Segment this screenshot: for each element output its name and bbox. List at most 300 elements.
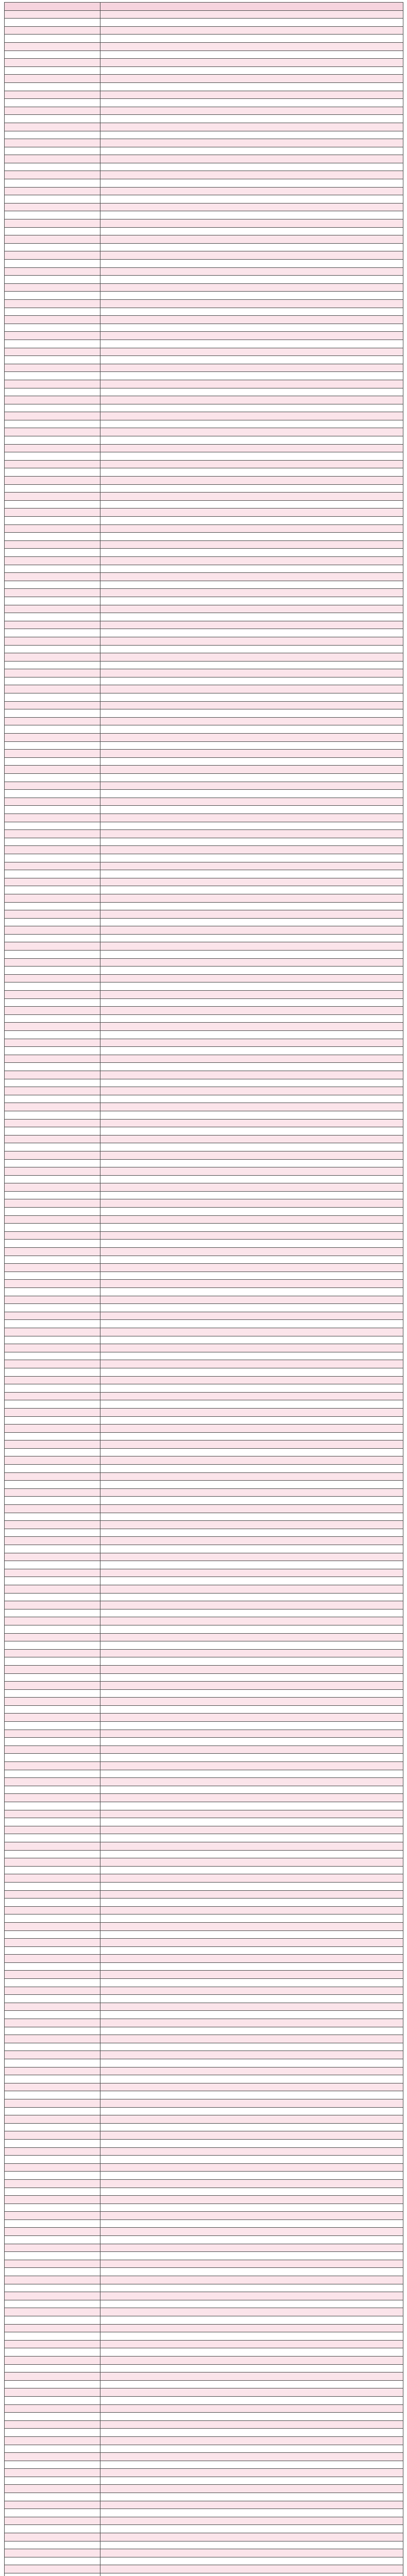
store-name-cell <box>5 244 100 252</box>
store-name-cell <box>5 1280 100 1288</box>
store-name-cell <box>5 251 100 260</box>
store-address-cell <box>100 935 403 943</box>
table-row <box>5 1312 403 1320</box>
store-name-cell <box>5 1561 100 1569</box>
store-name-cell <box>5 1240 100 1248</box>
store-address-cell <box>100 396 403 404</box>
table-row <box>5 951 403 959</box>
store-name-cell <box>5 742 100 750</box>
store-address-cell <box>100 589 403 597</box>
store-address-cell <box>100 2509 403 2517</box>
store-address-cell <box>100 292 403 300</box>
table-row <box>5 1995 403 2003</box>
store-address-cell <box>100 1987 403 1995</box>
table-row <box>5 2429 403 2437</box>
store-name-cell <box>5 1272 100 1280</box>
store-address-cell <box>100 2059 403 2067</box>
store-name-cell <box>5 2541 100 2550</box>
store-name-cell <box>5 27 100 35</box>
store-name-cell <box>5 83 100 91</box>
store-address-cell <box>100 388 403 397</box>
store-address-cell <box>100 1634 403 1642</box>
store-name-cell <box>5 1384 100 1393</box>
table-row <box>5 1481 403 1489</box>
store-name-cell <box>5 621 100 630</box>
table-row <box>5 2268 403 2276</box>
store-address-cell <box>100 1899 403 1907</box>
table-row <box>5 1240 403 1248</box>
store-name-cell <box>5 1489 100 1497</box>
store-address-cell <box>100 1063 403 1071</box>
table-row <box>5 268 403 276</box>
table-row <box>5 935 403 943</box>
store-address-cell <box>100 1039 403 1047</box>
store-name-cell <box>5 1328 100 1336</box>
store-address-cell <box>100 1521 403 1529</box>
store-address-cell <box>100 1818 403 1826</box>
table-row <box>5 1778 403 1786</box>
store-address-cell <box>100 1047 403 1055</box>
table-row <box>5 477 403 485</box>
table-row <box>5 1280 403 1288</box>
store-address-cell <box>100 1344 403 1352</box>
table-row <box>5 2011 403 2019</box>
store-address-cell <box>100 1360 403 1368</box>
store-address-cell <box>100 2268 403 2276</box>
table-row <box>5 942 403 951</box>
store-name-cell <box>5 51 100 59</box>
store-name-cell <box>5 1208 100 1216</box>
store-address-cell <box>100 1425 403 1433</box>
store-address-cell <box>100 1834 403 1842</box>
store-name-cell <box>5 1609 100 1618</box>
store-name-cell <box>5 525 100 533</box>
store-name-cell <box>5 2236 100 2244</box>
store-address-cell <box>100 2493 403 2501</box>
store-name-cell <box>5 1569 100 1578</box>
store-address-cell <box>100 1103 403 1111</box>
table-row <box>5 195 403 204</box>
store-name-cell <box>5 2332 100 2341</box>
store-name-cell <box>5 1738 100 1746</box>
store-address-cell <box>100 2332 403 2341</box>
store-address-cell <box>100 790 403 798</box>
table-row <box>5 1384 403 1393</box>
store-name-cell <box>5 2365 100 2373</box>
store-address-cell <box>100 1336 403 1345</box>
store-address-cell <box>100 1031 403 1039</box>
store-name-cell <box>5 1055 100 1063</box>
table-row <box>5 573 403 581</box>
store-address-cell <box>100 653 403 662</box>
store-name-cell <box>5 1256 100 1264</box>
store-address-cell <box>100 1923 403 1931</box>
table-row <box>5 1537 403 1545</box>
store-name-cell <box>5 565 100 573</box>
store-name-cell <box>5 468 100 477</box>
table-row <box>5 1440 403 1449</box>
table-row <box>5 1344 403 1352</box>
store-address-cell <box>100 2517 403 2526</box>
table-row <box>5 2573 403 2576</box>
table-row <box>5 204 403 212</box>
store-name-cell <box>5 2509 100 2517</box>
table-row <box>5 2372 403 2381</box>
store-address-cell <box>100 1449 403 1457</box>
column-header-name <box>5 3 100 11</box>
store-name-cell <box>5 1617 100 1625</box>
store-address-cell <box>100 1706 403 1714</box>
store-name-cell <box>5 364 100 372</box>
store-name-cell <box>5 1674 100 1682</box>
table-row <box>5 2485 403 2493</box>
store-address-cell <box>100 324 403 332</box>
store-address-cell <box>100 1545 403 1553</box>
store-name-cell <box>5 1963 100 1971</box>
store-name-cell <box>5 228 100 236</box>
store-address-cell <box>100 2485 403 2493</box>
store-address-cell <box>100 1280 403 1288</box>
store-address-cell <box>100 1143 403 1151</box>
store-name-cell <box>5 99 100 107</box>
store-name-cell <box>5 1176 100 1184</box>
store-address-cell <box>100 1714 403 1722</box>
table-row <box>5 1248 403 1256</box>
store-address-cell <box>100 1537 403 1545</box>
table-row <box>5 211 403 219</box>
store-name-cell <box>5 1867 100 1875</box>
table-row <box>5 1931 403 1939</box>
table-row <box>5 493 403 501</box>
table-row <box>5 1160 403 1168</box>
table-row <box>5 27 403 35</box>
store-name-cell <box>5 171 100 179</box>
table-row <box>5 685 403 693</box>
store-address-cell <box>100 2244 403 2252</box>
store-address-cell <box>100 1690 403 1698</box>
table-row <box>5 420 403 429</box>
store-address-cell <box>100 742 403 750</box>
store-address-cell <box>100 1682 403 1690</box>
table-row <box>5 774 403 782</box>
store-name-cell <box>5 300 100 308</box>
table-row <box>5 2509 403 2517</box>
store-name-cell <box>5 1120 100 1128</box>
table-row <box>5 2148 403 2156</box>
table-row <box>5 1601 403 1609</box>
store-name-cell <box>5 2517 100 2526</box>
store-address-cell <box>100 11 403 19</box>
store-name-cell <box>5 1031 100 1039</box>
table-row <box>5 999 403 1007</box>
store-address-cell <box>100 420 403 429</box>
table-row <box>5 2493 403 2501</box>
store-name-cell <box>5 1481 100 1489</box>
store-address-cell <box>100 19 403 27</box>
table-row <box>5 139 403 147</box>
store-name-cell <box>5 2164 100 2172</box>
store-name-cell <box>5 959 100 967</box>
store-address-cell <box>100 1465 403 1473</box>
store-name-cell <box>5 894 100 903</box>
store-name-cell <box>5 1039 100 1047</box>
store-address-cell <box>100 1312 403 1320</box>
table-row <box>5 1183 403 1192</box>
table-row <box>5 1594 403 1602</box>
store-address-cell <box>100 2413 403 2421</box>
store-address-cell <box>100 1473 403 1481</box>
table-row <box>5 43 403 51</box>
table-row <box>5 1545 403 1553</box>
table-row <box>5 147 403 156</box>
store-name-cell <box>5 461 100 469</box>
table-body <box>5 11 403 2576</box>
store-name-cell <box>5 1899 100 1907</box>
store-name-cell <box>5 1232 100 1240</box>
table-row <box>5 2108 403 2116</box>
store-address-cell <box>100 2533 403 2541</box>
table-row <box>5 332 403 340</box>
table-row <box>5 2196 403 2204</box>
store-address-cell <box>100 766 403 774</box>
store-address-cell <box>100 1617 403 1625</box>
store-address-cell <box>100 1851 403 1859</box>
store-name-cell <box>5 188 100 196</box>
table-row <box>5 509 403 517</box>
store-name-cell <box>5 1473 100 1481</box>
table-row <box>5 766 403 774</box>
store-address-cell <box>100 43 403 51</box>
store-name-cell <box>5 517 100 525</box>
table-row <box>5 798 403 806</box>
store-address-cell <box>100 1055 403 1063</box>
table-row <box>5 581 403 589</box>
store-name-cell <box>5 1698 100 1706</box>
store-name-cell <box>5 445 100 453</box>
store-name-cell <box>5 967 100 975</box>
table-row <box>5 235 403 244</box>
table-row <box>5 565 403 573</box>
store-address-cell <box>100 2236 403 2244</box>
store-name-cell <box>5 219 100 228</box>
table-row <box>5 1127 403 1136</box>
store-name-cell <box>5 1537 100 1545</box>
store-name-cell <box>5 324 100 332</box>
table-row <box>5 557 403 565</box>
store-name-cell <box>5 2059 100 2067</box>
table-row <box>5 830 403 838</box>
table-row <box>5 1087 403 1095</box>
table-row <box>5 1802 403 1810</box>
table-row <box>5 284 403 292</box>
store-address-cell <box>100 1802 403 1810</box>
store-address-cell <box>100 1907 403 1915</box>
store-address-cell <box>100 2220 403 2228</box>
store-name-cell <box>5 1545 100 1553</box>
store-address-cell <box>100 2276 403 2284</box>
store-address-cell <box>100 2316 403 2325</box>
table-row <box>5 2421 403 2429</box>
store-name-cell <box>5 1714 100 1722</box>
table-row <box>5 2541 403 2550</box>
store-address-cell <box>100 131 403 140</box>
store-name-cell <box>5 2148 100 2156</box>
store-name-cell <box>5 549 100 557</box>
table-row <box>5 155 403 163</box>
store-name-cell <box>5 822 100 831</box>
store-address-cell <box>100 2365 403 2373</box>
store-name-cell <box>5 926 100 935</box>
store-address-cell <box>100 2212 403 2220</box>
table-row <box>5 1674 403 1682</box>
store-address-cell <box>100 2099 403 2108</box>
store-address-cell <box>100 67 403 75</box>
store-address-cell <box>100 2549 403 2557</box>
store-address-cell <box>100 268 403 276</box>
store-name-cell <box>5 709 100 718</box>
store-address-cell <box>100 2108 403 2116</box>
table-row <box>5 814 403 822</box>
table-row <box>5 1176 403 1184</box>
table-row <box>5 2325 403 2333</box>
table-row <box>5 1706 403 1714</box>
table-row <box>5 1304 403 1312</box>
store-name-cell <box>5 766 100 774</box>
store-name-cell <box>5 1577 100 1585</box>
store-name-cell <box>5 2228 100 2236</box>
store-address-cell <box>100 1770 403 1778</box>
store-name-cell <box>5 693 100 702</box>
table-row <box>5 1360 403 1368</box>
store-address-cell <box>100 155 403 163</box>
table-row <box>5 1883 403 1891</box>
table-row <box>5 2059 403 2067</box>
store-address-cell <box>100 677 403 686</box>
store-address-cell <box>100 886 403 894</box>
store-address-cell <box>100 1120 403 1128</box>
store-address-cell <box>100 2541 403 2550</box>
store-name-cell <box>5 163 100 172</box>
store-name-cell <box>5 2357 100 2365</box>
store-name-cell <box>5 1449 100 1457</box>
store-name-cell <box>5 854 100 862</box>
store-name-cell <box>5 798 100 806</box>
store-name-cell <box>5 2549 100 2557</box>
store-address-cell <box>100 2260 403 2268</box>
store-name-cell <box>5 2252 100 2260</box>
table-row <box>5 75 403 83</box>
store-name-cell <box>5 1368 100 1377</box>
table-row <box>5 1023 403 1031</box>
store-address-cell <box>100 1384 403 1393</box>
table-row <box>5 693 403 702</box>
table-row <box>5 2284 403 2293</box>
store-address-cell <box>100 1947 403 1955</box>
store-address-cell <box>100 517 403 525</box>
table-row <box>5 404 403 413</box>
store-name-cell <box>5 316 100 324</box>
table-row <box>5 1810 403 1819</box>
table-row <box>5 2413 403 2421</box>
store-address-cell <box>100 1641 403 1650</box>
store-address-cell <box>100 1393 403 1401</box>
table-row <box>5 292 403 300</box>
table-row <box>5 926 403 935</box>
store-address-cell <box>100 2124 403 2132</box>
table-row <box>5 967 403 975</box>
table-row <box>5 1818 403 1826</box>
table-row <box>5 1264 403 1272</box>
store-name-cell <box>5 91 100 99</box>
table-row <box>5 2501 403 2510</box>
store-name-cell <box>5 1136 100 1144</box>
store-name-cell <box>5 758 100 766</box>
store-address-cell <box>100 830 403 838</box>
store-name-cell <box>5 1971 100 1979</box>
table-row <box>5 2477 403 2485</box>
store-address-cell <box>100 1288 403 1296</box>
store-address-cell <box>100 1352 403 1361</box>
table-row <box>5 750 403 758</box>
store-name-cell <box>5 35 100 43</box>
store-name-cell <box>5 1071 100 1079</box>
store-name-cell <box>5 308 100 316</box>
store-address-cell <box>100 51 403 59</box>
store-address-cell <box>100 1183 403 1192</box>
store-address-cell <box>100 702 403 710</box>
store-name-cell <box>5 982 100 991</box>
store-name-cell <box>5 501 100 509</box>
store-name-cell <box>5 1666 100 1674</box>
table-row <box>5 2131 403 2140</box>
store-address-cell <box>100 774 403 782</box>
table-row <box>5 2188 403 2196</box>
table-row <box>5 533 403 541</box>
store-address-cell <box>100 709 403 718</box>
store-name-cell <box>5 581 100 589</box>
store-name-cell <box>5 1923 100 1931</box>
store-name-cell <box>5 1794 100 1802</box>
store-name-cell <box>5 677 100 686</box>
store-name-cell <box>5 669 100 677</box>
store-name-cell <box>5 2003 100 2011</box>
table-row <box>5 1120 403 1128</box>
store-name-cell <box>5 2099 100 2108</box>
table-row <box>5 1216 403 1224</box>
store-name-cell <box>5 356 100 364</box>
table-row <box>5 605 403 614</box>
table-row <box>5 541 403 549</box>
store-name-cell <box>5 1023 100 1031</box>
store-name-cell <box>5 1585 100 1594</box>
store-name-cell <box>5 991 100 999</box>
store-name-cell <box>5 2276 100 2284</box>
store-name-cell <box>5 2244 100 2252</box>
table-row <box>5 1874 403 1883</box>
store-address-cell <box>100 452 403 461</box>
store-name-cell <box>5 1529 100 1537</box>
table-row <box>5 372 403 380</box>
store-address-cell <box>100 2164 403 2172</box>
store-name-cell <box>5 1304 100 1312</box>
table-row <box>5 356 403 364</box>
store-address-cell <box>100 1192 403 1200</box>
store-address-cell <box>100 565 403 573</box>
store-name-cell <box>5 2011 100 2019</box>
store-name-cell <box>5 1497 100 1505</box>
store-address-cell <box>100 621 403 630</box>
store-name-cell <box>5 1657 100 1666</box>
